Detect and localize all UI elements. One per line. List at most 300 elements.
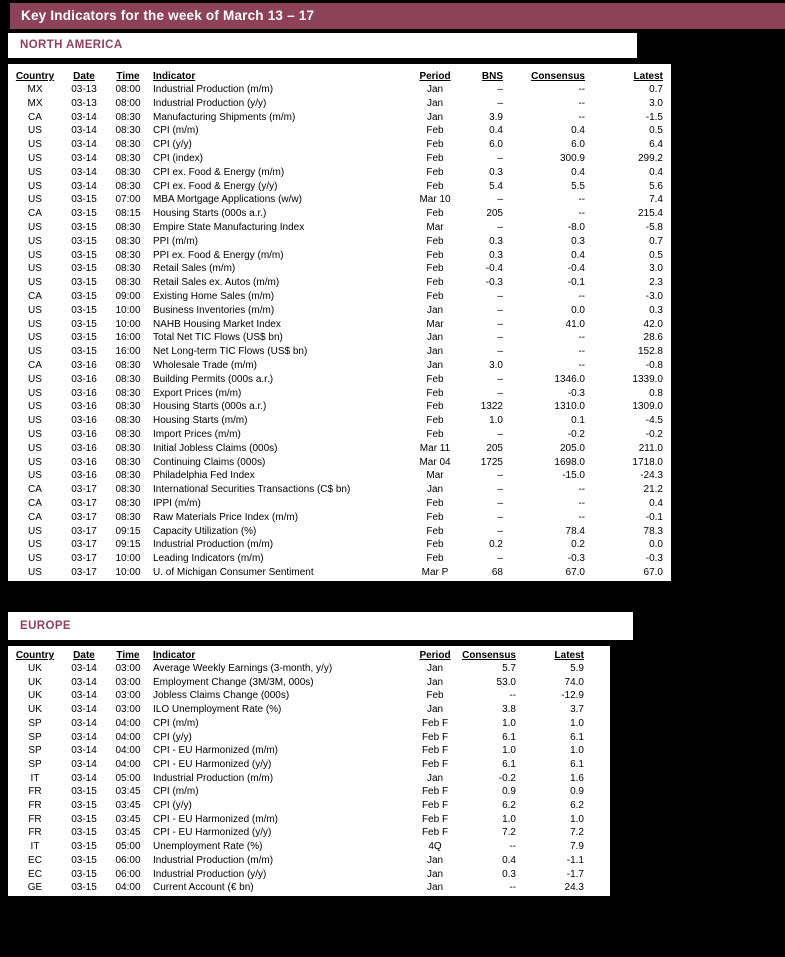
cell-latest: 6.1 <box>570 731 584 743</box>
cell-latest: -12.9 <box>561 690 584 702</box>
cell-latest: 0.4 <box>649 497 663 509</box>
cell-bns: 3.0 <box>489 359 503 371</box>
cell-period: Jan <box>426 663 444 674</box>
cell-latest: 42.0 <box>643 318 663 330</box>
cell-date: 03-15 <box>71 304 97 316</box>
cell-period: Feb F <box>421 800 449 812</box>
cell-bns: – <box>497 318 503 330</box>
cell-consensus: -- <box>578 194 585 206</box>
cell-period: Jan <box>426 484 444 496</box>
cell-latest: 6.4 <box>649 139 663 151</box>
cell-indicator: CPI ex. Food & Energy (y/y) <box>153 180 278 192</box>
indicator-row <box>8 428 673 442</box>
cell-country: US <box>28 428 42 440</box>
cell-latest: -0.3 <box>645 553 663 565</box>
cell-period: Feb <box>426 152 444 164</box>
cell-country: CA <box>28 208 42 220</box>
cell-consensus: 0.4 <box>571 166 585 178</box>
column-header-date: Date <box>73 71 95 82</box>
indicator-row <box>8 717 612 731</box>
north-america-indicators-table <box>8 64 673 580</box>
cell-bns: -0.4 <box>485 263 503 275</box>
cell-country: IT <box>30 772 40 784</box>
cell-country: US <box>28 525 42 537</box>
cell-bns: -0.3 <box>485 277 503 289</box>
cell-time: 09:15 <box>115 525 141 537</box>
cell-date: 03-16 <box>71 428 97 440</box>
cell-bns: – <box>497 387 503 399</box>
cell-latest: 0.4 <box>649 166 663 178</box>
cell-country: UK <box>28 676 42 688</box>
cell-latest: 21.2 <box>643 484 663 496</box>
cell-time: 08:30 <box>115 277 141 289</box>
cell-bns: – <box>497 470 503 482</box>
cell-date: 03-14 <box>71 139 97 151</box>
cell-latest: 7.2 <box>570 827 584 839</box>
indicator-row <box>8 538 673 552</box>
cell-bns: 6.0 <box>489 139 503 151</box>
cell-consensus: -0.3 <box>567 553 585 565</box>
cell-indicator: CPI (y/y) <box>153 731 192 743</box>
europe-table-panel <box>6 644 612 898</box>
cell-indicator: Retail Sales (m/m) <box>153 263 236 275</box>
cell-date: 03-14 <box>71 690 97 702</box>
cell-date: 03-15 <box>71 332 97 344</box>
cell-date: 03-16 <box>71 470 97 482</box>
cell-consensus: 5.7 <box>502 663 516 674</box>
cell-bns: – <box>497 194 503 206</box>
cell-consensus: 78.4 <box>565 525 585 537</box>
cell-period: Feb <box>426 415 444 427</box>
cell-country: US <box>28 263 42 275</box>
cell-country: MX <box>27 97 43 109</box>
cell-indicator: Net Long-term TIC Flows (US$ bn) <box>153 346 308 358</box>
indicator-row <box>8 758 612 772</box>
cell-consensus: 3.8 <box>502 704 516 716</box>
cell-period: Feb F <box>421 758 449 770</box>
cell-time: 08:30 <box>115 484 141 496</box>
cell-time: 08:30 <box>115 249 141 261</box>
cell-date: 03-16 <box>71 415 97 427</box>
cell-latest: 2.3 <box>649 277 663 289</box>
cell-country: US <box>28 539 42 551</box>
cell-period: Feb <box>426 180 444 192</box>
cell-bns: 5.4 <box>489 180 503 192</box>
cell-date: 03-15 <box>71 813 97 825</box>
cell-date: 03-15 <box>71 786 97 798</box>
cell-bns: 205 <box>486 208 503 220</box>
cell-indicator: Industrial Production (m/m) <box>153 84 274 95</box>
cell-date: 03-15 <box>71 318 97 330</box>
indicator-row <box>8 235 673 249</box>
cell-indicator: Export Prices (m/m) <box>153 387 242 399</box>
cell-indicator: U. of Michigan Consumer Sentiment <box>153 566 314 578</box>
cell-date: 03-14 <box>71 180 97 192</box>
cell-bns: 0.2 <box>489 539 503 551</box>
indicator-row <box>8 387 673 401</box>
cell-country: UK <box>28 704 42 716</box>
indicator-row <box>8 662 612 676</box>
cell-bns: 1.0 <box>489 415 503 427</box>
cell-indicator: Housing Starts (000s a.r.) <box>153 401 267 413</box>
cell-country: US <box>28 277 42 289</box>
indicator-row <box>8 469 673 483</box>
cell-time: 10:00 <box>115 304 141 316</box>
cell-time: 03:00 <box>115 704 141 716</box>
section-header-europe: EUROPE <box>8 612 633 640</box>
indicator-row <box>8 83 673 97</box>
cell-time: 04:00 <box>115 758 141 770</box>
cell-country: US <box>28 401 42 413</box>
cell-consensus: 205.0 <box>559 442 585 454</box>
cell-country: FR <box>28 786 42 798</box>
cell-bns: – <box>497 221 503 233</box>
cell-period: Feb <box>426 249 444 261</box>
cell-time: 08:30 <box>115 359 141 371</box>
column-header-time: Time <box>116 650 140 661</box>
cell-indicator: Industrial Production (y/y) <box>153 868 267 880</box>
cell-date: 03-17 <box>71 539 97 551</box>
cell-latest: -1.1 <box>566 854 584 866</box>
cell-country: US <box>28 566 42 578</box>
cell-period: Jan <box>426 868 444 880</box>
cell-date: 03-14 <box>71 125 97 137</box>
cell-consensus: 0.1 <box>571 415 585 427</box>
cell-country: SP <box>28 731 42 743</box>
cell-time: 08:30 <box>115 415 141 427</box>
cell-latest: -4.5 <box>645 415 663 427</box>
cell-indicator: Housing Starts (000s a.r.) <box>153 208 267 220</box>
cell-time: 04:00 <box>115 882 141 894</box>
cell-bns: 1725 <box>480 456 503 468</box>
cell-latest: 1718.0 <box>632 456 663 468</box>
cell-latest: 3.0 <box>649 97 663 109</box>
table-header-row <box>8 646 612 662</box>
cell-period: Feb F <box>421 745 449 757</box>
indicator-row <box>8 166 673 180</box>
column-header-date: Date <box>73 650 95 661</box>
cell-country: US <box>28 304 42 316</box>
column-header-time: Time <box>116 71 140 82</box>
cell-date: 03-17 <box>71 566 97 578</box>
cell-consensus: -- <box>578 332 585 344</box>
cell-date: 03-16 <box>71 387 97 399</box>
indicator-row <box>8 276 673 290</box>
cell-date: 03-17 <box>71 497 97 509</box>
cell-indicator: Wholesale Trade (m/m) <box>153 359 257 371</box>
indicator-row <box>8 207 673 221</box>
cell-indicator: PPI ex. Food & Energy (m/m) <box>153 249 284 261</box>
cell-period: Feb <box>426 290 444 302</box>
cell-country: FR <box>28 800 42 812</box>
cell-period: Jan <box>426 676 444 688</box>
cell-consensus: 1346.0 <box>554 373 585 385</box>
cell-country: UK <box>28 690 42 702</box>
cell-time: 08:30 <box>115 470 141 482</box>
cell-period: Feb <box>426 277 444 289</box>
cell-indicator: Industrial Production (m/m) <box>153 772 274 784</box>
cell-latest: 215.4 <box>637 208 663 220</box>
cell-consensus: -15.0 <box>562 470 585 482</box>
cell-latest: 1.0 <box>570 717 584 729</box>
cell-date: 03-17 <box>71 484 97 496</box>
cell-country: US <box>28 470 42 482</box>
cell-date: 03-14 <box>71 758 97 770</box>
indicator-row <box>8 318 673 332</box>
cell-latest: 0.5 <box>649 125 663 137</box>
indicator-row <box>8 373 673 387</box>
cell-period: Feb <box>426 401 444 413</box>
cell-indicator: Leading Indicators (m/m) <box>153 553 264 565</box>
cell-period: Feb <box>426 690 444 702</box>
cell-date: 03-13 <box>71 84 97 95</box>
indicator-row <box>8 221 673 235</box>
cell-date: 03-14 <box>71 663 97 674</box>
cell-time: 04:00 <box>115 745 141 757</box>
cell-consensus: -0.1 <box>567 277 585 289</box>
indicator-row <box>8 152 673 166</box>
cell-time: 05:00 <box>115 772 141 784</box>
cell-bns: – <box>497 525 503 537</box>
cell-consensus: -- <box>578 111 585 123</box>
column-header-country: Country <box>15 650 55 661</box>
cell-indicator: Manufacturing Shipments (m/m) <box>153 111 296 123</box>
cell-period: Jan <box>426 111 444 123</box>
cell-country: US <box>28 553 42 565</box>
cell-indicator: CPI ex. Food & Energy (m/m) <box>153 166 285 178</box>
cell-consensus: -- <box>578 346 585 358</box>
cell-consensus: 6.1 <box>502 731 516 743</box>
column-header-period: Period <box>419 650 451 661</box>
cell-latest: -0.1 <box>645 511 663 523</box>
cell-country: US <box>28 415 42 427</box>
cell-indicator: CPI (y/y) <box>153 139 192 151</box>
indicator-row <box>8 566 673 580</box>
indicator-row <box>8 262 673 276</box>
cell-date: 03-15 <box>71 827 97 839</box>
indicator-row <box>8 676 612 690</box>
cell-country: US <box>28 249 42 261</box>
cell-period: Feb F <box>421 717 449 729</box>
cell-indicator: ILO Unemployment Rate (%) <box>153 704 282 716</box>
indicator-row <box>8 331 673 345</box>
cell-time: 08:30 <box>115 221 141 233</box>
cell-country: CA <box>28 497 42 509</box>
indicator-row <box>8 840 612 854</box>
cell-indicator: Industrial Production (m/m) <box>153 539 274 551</box>
cell-time: 08:30 <box>115 456 141 468</box>
column-header-consensus: Consensus <box>531 71 585 82</box>
cell-date: 03-17 <box>71 525 97 537</box>
cell-bns: – <box>497 97 503 109</box>
cell-latest: 78.3 <box>643 525 663 537</box>
cell-consensus: -0.2 <box>567 428 585 440</box>
cell-country: US <box>28 166 42 178</box>
cell-date: 03-17 <box>71 511 97 523</box>
cell-consensus: -- <box>578 497 585 509</box>
cell-time: 04:00 <box>115 717 141 729</box>
cell-indicator: CPI (m/m) <box>153 717 199 729</box>
column-header-bns: BNS <box>481 71 503 82</box>
cell-period: Mar <box>426 470 444 482</box>
cell-indicator: Continuing Claims (000s) <box>153 456 266 468</box>
cell-date: 03-15 <box>71 263 97 275</box>
cell-country: US <box>28 221 42 233</box>
cell-period: Mar <box>426 221 444 233</box>
cell-indicator: MBA Mortgage Applications (w/w) <box>153 194 302 206</box>
cell-consensus: 1.0 <box>502 813 516 825</box>
cell-country: US <box>28 139 42 151</box>
cell-latest: 5.6 <box>649 180 663 192</box>
cell-time: 08:30 <box>115 180 141 192</box>
cell-date: 03-14 <box>71 111 97 123</box>
cell-bns: 68 <box>491 566 503 578</box>
cell-latest: 3.7 <box>570 704 584 716</box>
cell-indicator: CPI - EU Harmonized (y/y) <box>153 827 272 839</box>
indicator-row <box>8 799 612 813</box>
cell-consensus: -- <box>578 208 585 220</box>
indicator-row <box>8 525 673 539</box>
indicator-row <box>8 744 612 758</box>
indicator-row <box>8 290 673 304</box>
cell-country: US <box>28 180 42 192</box>
europe-indicators-table <box>8 646 612 895</box>
cell-time: 07:00 <box>115 194 141 206</box>
cell-time: 03:00 <box>115 676 141 688</box>
cell-country: CA <box>28 359 42 371</box>
cell-indicator: Import Prices (m/m) <box>153 428 241 440</box>
cell-period: Jan <box>426 882 444 894</box>
indicator-row <box>8 180 673 194</box>
cell-country: US <box>28 125 42 137</box>
cell-time: 03:45 <box>115 827 141 839</box>
cell-consensus: 1.0 <box>502 745 516 757</box>
cell-country: US <box>28 194 42 206</box>
cell-period: Jan <box>426 772 444 784</box>
indicator-row <box>8 826 612 840</box>
cell-consensus: -0.4 <box>567 263 585 275</box>
cell-latest: 74.0 <box>564 676 584 688</box>
cell-latest: 1.0 <box>570 745 584 757</box>
cell-period: Mar <box>426 318 444 330</box>
cell-period: Mar 11 <box>419 442 451 454</box>
cell-period: Feb <box>426 497 444 509</box>
cell-period: Feb F <box>421 827 449 839</box>
cell-country: US <box>28 332 42 344</box>
cell-consensus: 1310.0 <box>554 401 585 413</box>
cell-indicator: NAHB Housing Market Index <box>153 318 281 330</box>
cell-latest: -5.8 <box>645 221 663 233</box>
cell-country: UK <box>28 663 42 674</box>
cell-indicator: PPI (m/m) <box>153 235 198 247</box>
cell-country: SP <box>28 717 42 729</box>
cell-indicator: CPI (y/y) <box>153 800 192 812</box>
cell-indicator: Business Inventories (m/m) <box>153 304 275 316</box>
cell-period: Feb <box>426 373 444 385</box>
cell-time: 10:00 <box>115 553 141 565</box>
cell-country: MX <box>27 84 43 95</box>
cell-date: 03-15 <box>71 882 97 894</box>
cell-time: 16:00 <box>115 332 141 344</box>
cell-date: 03-14 <box>71 745 97 757</box>
cell-latest: 0.9 <box>570 786 584 798</box>
cell-indicator: Average Weekly Earnings (3-month, y/y) <box>153 663 333 674</box>
cell-period: Jan <box>426 97 444 109</box>
cell-time: 03:45 <box>115 813 141 825</box>
cell-date: 03-17 <box>71 553 97 565</box>
cell-latest: 1309.0 <box>632 401 663 413</box>
cell-consensus: 0.0 <box>571 304 585 316</box>
cell-period: Feb <box>426 125 444 137</box>
column-header-consensus: Consensus <box>462 650 516 661</box>
cell-date: 03-15 <box>71 346 97 358</box>
cell-bns: – <box>497 290 503 302</box>
cell-latest: 211.0 <box>638 442 663 454</box>
indicator-row <box>8 731 612 745</box>
indicator-row <box>8 249 673 263</box>
cell-latest: 0.3 <box>649 304 663 316</box>
cell-indicator: Housing Starts (m/m) <box>153 415 248 427</box>
cell-bns: 0.4 <box>489 125 503 137</box>
cell-date: 03-16 <box>71 442 97 454</box>
indicator-row <box>8 345 673 359</box>
indicator-row <box>8 868 612 882</box>
cell-indicator: Building Permits (000s a.r.) <box>153 373 274 385</box>
column-header-indicator: Indicator <box>153 650 196 661</box>
cell-time: 08:30 <box>115 428 141 440</box>
cell-time: 08:15 <box>115 208 141 220</box>
cell-latest: -0.2 <box>645 428 663 440</box>
cell-consensus: 0.9 <box>502 786 516 798</box>
table-header-row <box>8 64 673 83</box>
cell-indicator: Retail Sales ex. Autos (m/m) <box>153 277 280 289</box>
cell-period: Feb <box>426 235 444 247</box>
cell-consensus: -- <box>578 97 585 109</box>
cell-consensus: -8.0 <box>567 221 585 233</box>
cell-consensus: 0.3 <box>502 868 516 880</box>
cell-latest: 0.8 <box>649 387 663 399</box>
cell-period: Feb F <box>421 786 449 798</box>
column-header-period: Period <box>419 71 451 82</box>
cell-consensus: 0.4 <box>571 125 585 137</box>
cell-time: 09:15 <box>115 539 141 551</box>
cell-consensus: 53.0 <box>496 676 516 688</box>
cell-country: FR <box>28 813 42 825</box>
cell-bns: 0.3 <box>489 235 503 247</box>
column-header-country: Country <box>15 71 55 82</box>
cell-indicator: IPPI (m/m) <box>153 497 201 509</box>
indicator-row <box>8 442 673 456</box>
indicator-row <box>8 97 673 111</box>
column-header-indicator: Indicator <box>153 71 196 82</box>
cell-indicator: Capacity Utilization (%) <box>153 525 257 537</box>
cell-consensus: 1.0 <box>502 717 516 729</box>
cell-date: 03-14 <box>71 166 97 178</box>
cell-consensus: 1698.0 <box>554 456 585 468</box>
indicator-row <box>8 511 673 525</box>
cell-consensus: 5.5 <box>571 180 585 192</box>
cell-time: 06:00 <box>115 868 141 880</box>
cell-consensus: -- <box>509 841 516 853</box>
cell-country: SP <box>28 745 42 757</box>
cell-date: 03-16 <box>71 359 97 371</box>
cell-period: 4Q <box>428 841 442 853</box>
report-title-bar: Key Indicators for the week of March 13 – 17 <box>10 3 785 29</box>
indicator-row <box>8 854 612 868</box>
cell-time: 08:30 <box>115 235 141 247</box>
indicator-row <box>8 483 673 497</box>
cell-bns: 0.3 <box>489 166 503 178</box>
